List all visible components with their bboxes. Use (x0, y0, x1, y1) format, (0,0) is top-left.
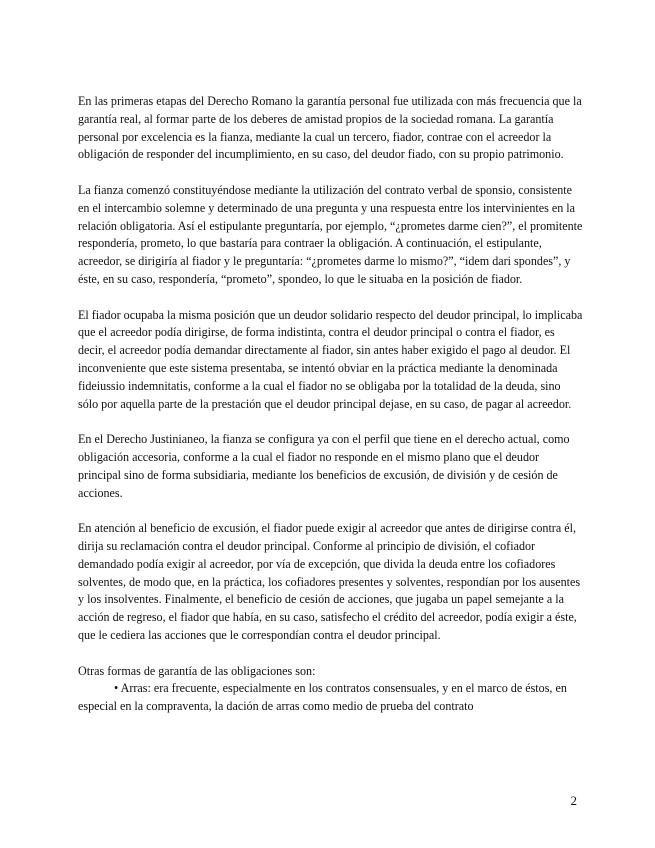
bullet-arras: • Arras: era frecuente, especialmente en los contratos consensuales, y en el marco de éstos, en especial en la compraventa, la dación de arras como medio de prueba del contrato (78, 681, 567, 714)
paragraph-garantia-personal: En las primeras etapas del Derecho Romano la garantía personal fue utilizada con más frecuencia que la garantía real, al formar parte de los deberes de amistad propios de la sociedad romana. La garantía personal por excelencia es la fianza, mediante la cual un tercero, fiador, contrae con el acreedor la obligación de responder del incumplimiento, en su caso, del deudor fiado, con su propio patrimonio. (78, 94, 582, 162)
page-number: 2 (570, 793, 577, 808)
document-body (78, 93, 583, 716)
paragraph-sponsio: La fianza comenzó constituyéndose mediante la utilización del contrato verbal de sponsio, consistente en el intercambio solemne y determinado de una pregunta y una respuesta entre los intervinientes en la relación obligatoria. Así el estipulante preguntaría, por ejemplo, “¿prometes darme cien?”, el promitente respondería, prometo, lo que bastaría para contraer la obligación. A continuación, el estipulante, acreedor, se dirigiría al fiador y le preguntaría: “¿prometes darme lo mismo?”, “idem dari spondes”, y éste, en su caso, respondería, “prometo”, spondeo, lo que le situaba en la posición de fiador. (78, 182, 583, 286)
paragraph-fiador-solidario: El fiador ocupaba la misma posición que un deudor solidario respecto del deudor principal, lo implicaba que el acreedor podía dirigirse, de forma indistinta, contra el deudor principal o contra el fiador, es decir, el acreedor podía demandar directamente al fiador, sin antes haber exigido el pago al deudor. El inconveniente que este sistema presentaba, se intentó obviar en la práctica mediante la denominada fideiussio indemnitatis, conforme a la cual el fiador no se obligaba por la totalidad de la deuda, sino sólo por aquella parte de la prestación que el deudor principal dejase, en su caso, de pagar al acreedor. (78, 307, 583, 411)
paragraph-otras-formas: Otras formas de garantía de las obligaciones son: (78, 663, 316, 678)
paragraph-beneficios: En atención al beneficio de excusión, el fiador puede exigir al acreedor que antes de dirigirse contra él, dirija su reclamación contra el deudor principal. Conforme al principio de división, el cofiador demandado podía exigir al acreedor, por vía de excepción, que divida la deuda entre los cofiadores solventes, de modo que, en la práctica, los cofiadores presentes y solventes, respondían por los ausentes y los insolventes. Finalmente, el beneficio de cesión de acciones, que jugaba un papel semejante a la acción de regreso, el fiador que había, en su caso, satisfecho el crédito del acreedor, podía exigir a éste, que le cediera las acciones que le correspondían contra el deudor principal. (78, 521, 581, 642)
paragraph-derecho-justinianeo: En el Derecho Justinianeo, la fianza se configura ya con el perfil que tiene en el derecho actual, como obligación accesoria, conforme a la cual el fiador no responde en el mismo plano que el deudor principal sino de forma subsidiaria, mediante los beneficios de excusión, de división y de cesión de acciones. (78, 432, 570, 500)
